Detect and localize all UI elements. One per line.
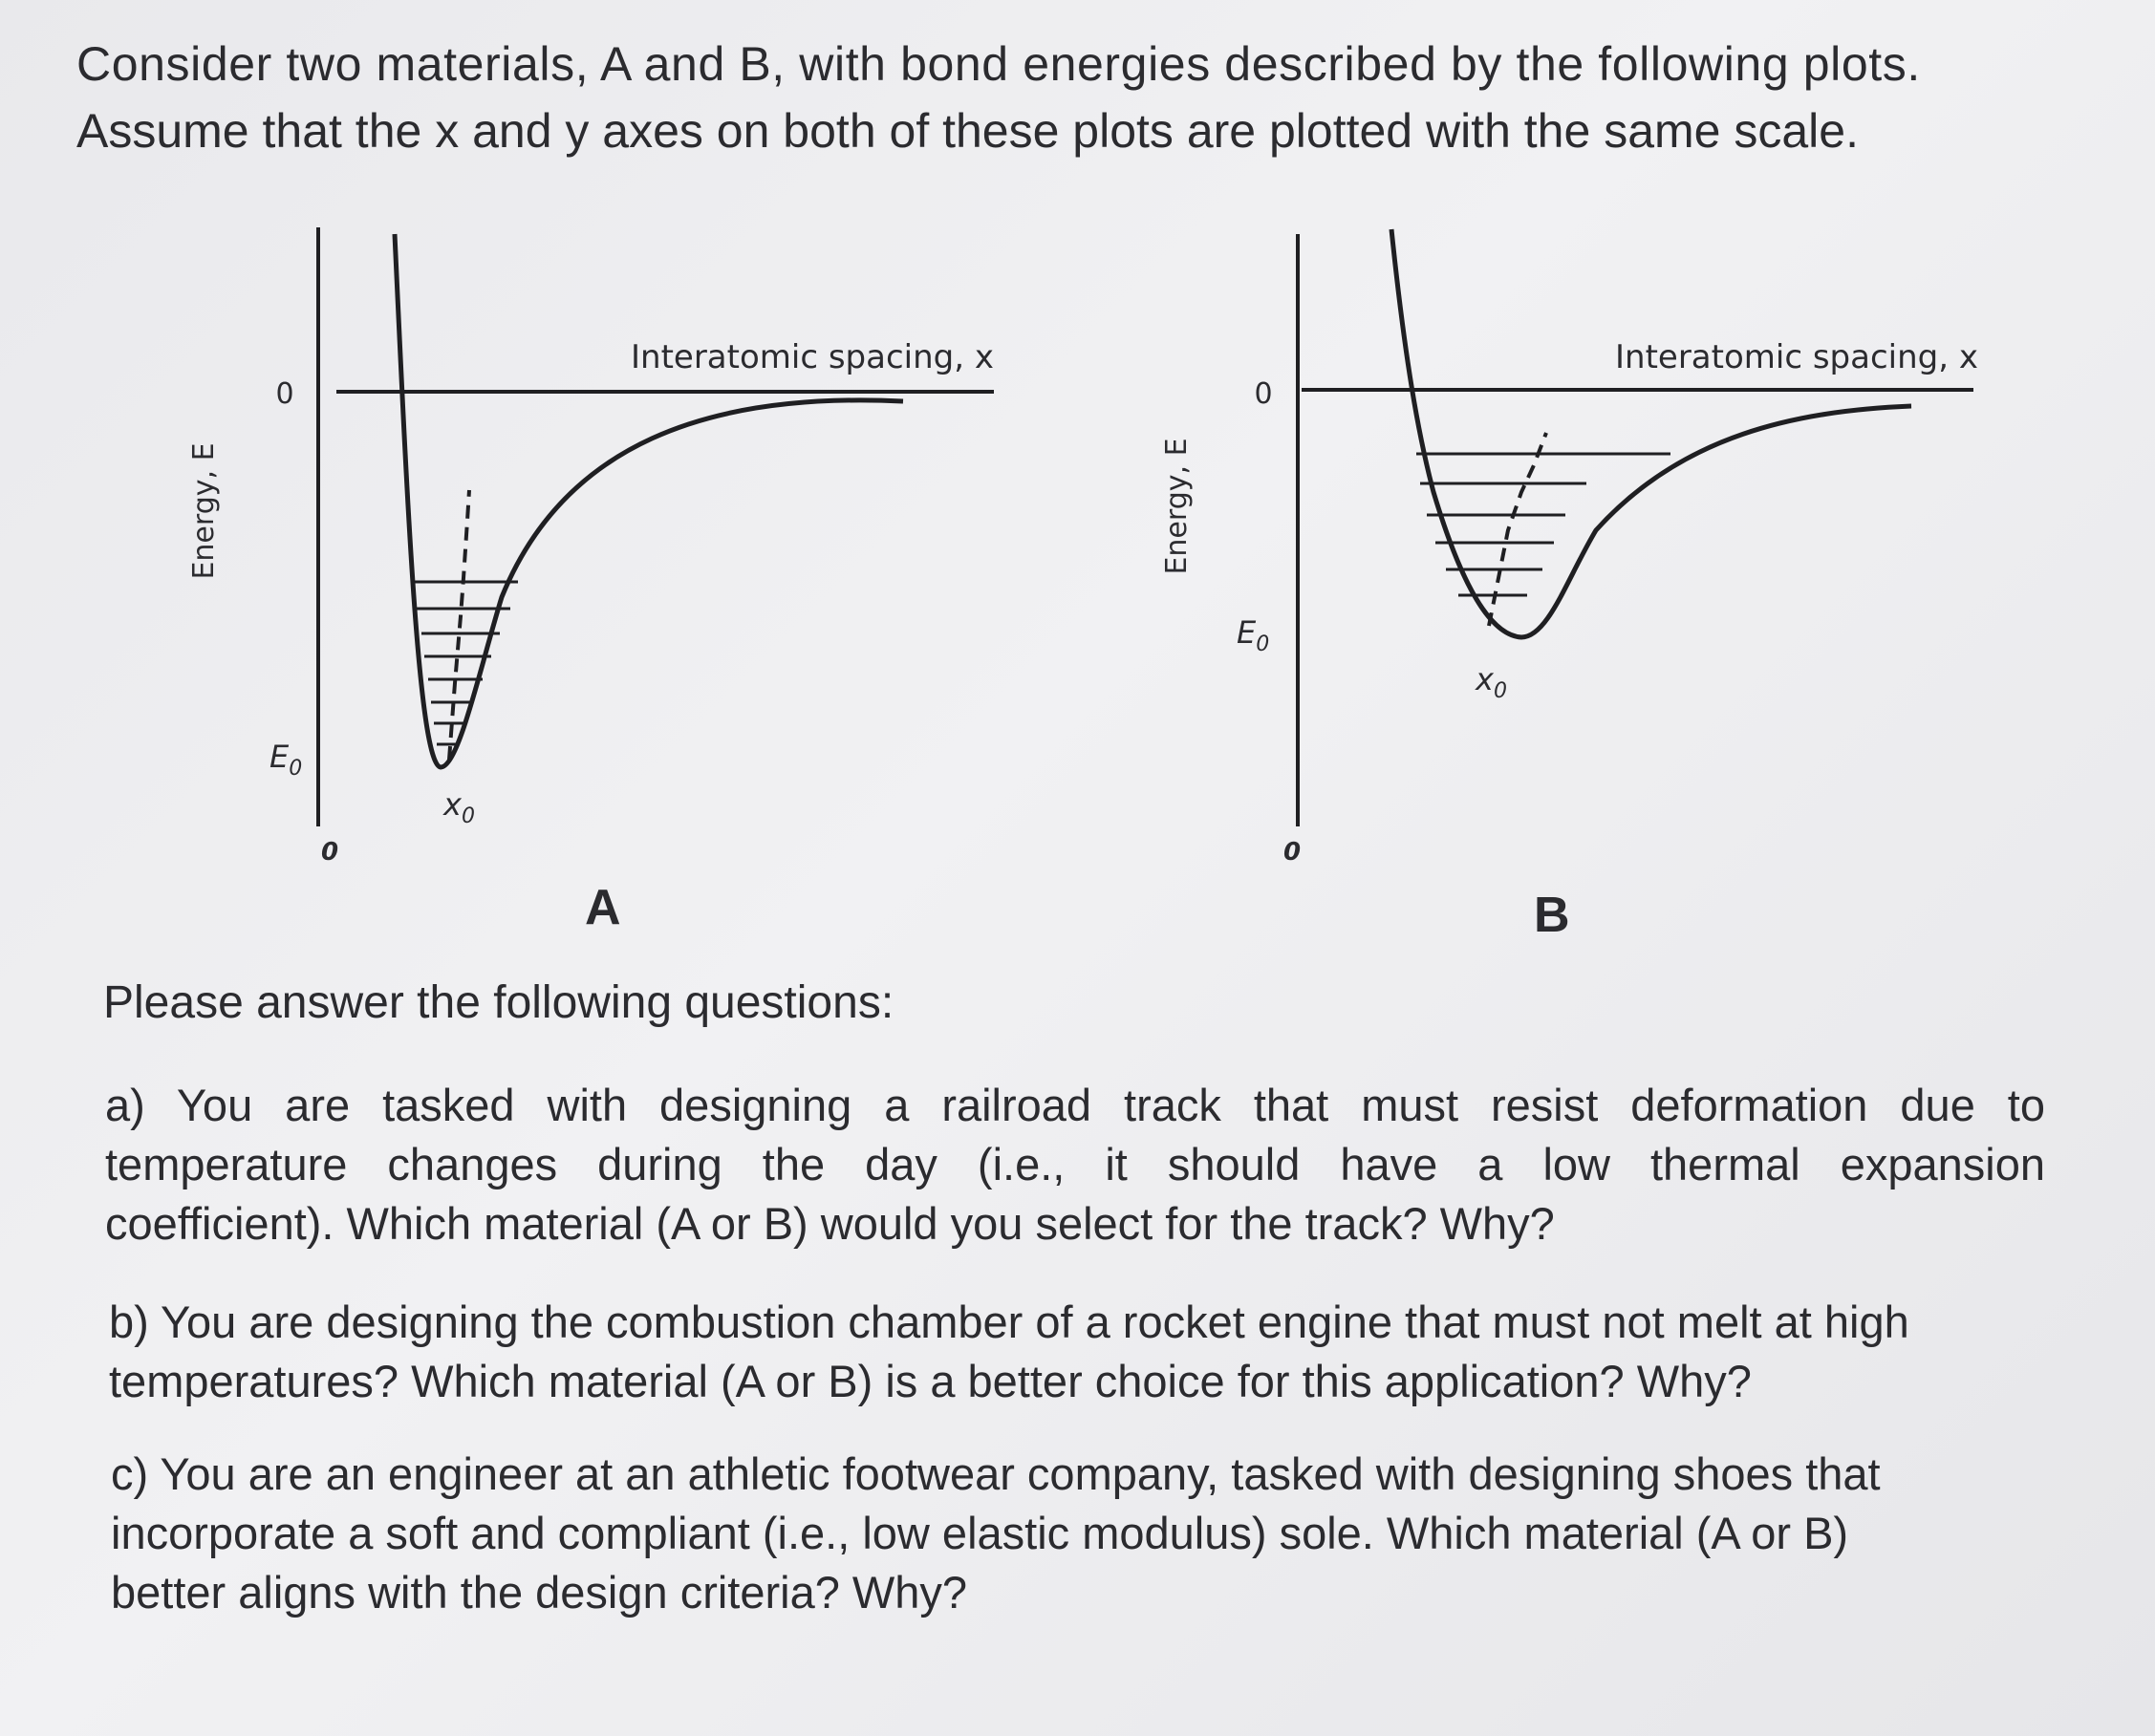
panel-label-b: B <box>1534 888 1570 943</box>
plot-b <box>1147 215 1997 884</box>
zero-label: 0 <box>1254 377 1273 411</box>
bond-energy-curve <box>1391 229 1911 637</box>
mean-position-line <box>1489 433 1546 626</box>
min-energy-label: $E_0$ <box>1237 614 1270 656</box>
questions-prompt: Please answer the following questions: <box>103 977 894 1028</box>
question-b-line-2: temperatures? Which material (A or B) is a better choice for this application? Why? <box>109 1356 1752 1406</box>
axis-end-mark: 0 <box>1282 838 1302 867</box>
question-c <box>111 1445 2051 1622</box>
plot-a <box>172 215 1013 884</box>
intro-line-1: Consider two materials, A and B, with bond energies described by the following plots. <box>76 37 1921 91</box>
equilibrium-spacing-label: $x_0$ <box>443 786 475 828</box>
plot-a-svg <box>172 215 1013 884</box>
panel-label-a: A <box>585 880 621 935</box>
intro-line-2: Assume that the x and y axes on both of these plots are plotted with the same scale. <box>76 104 1859 158</box>
x-axis-label: Interatomic spacing, x <box>631 338 994 376</box>
min-energy-label: $E_0$ <box>269 739 303 781</box>
question-b-line-1: b) You are designing the combustion chamber of a rocket engine that must not melt at high <box>109 1297 1909 1347</box>
question-a-line-3: coefficient). Which material (A or B) would you select for the track? Why? <box>105 1198 1555 1249</box>
intro-text <box>76 31 2102 164</box>
x-axis-label: Interatomic spacing, x <box>1615 338 1978 376</box>
equilibrium-spacing-label: $x_0$ <box>1476 661 1507 703</box>
plot-b-svg <box>1147 215 1997 884</box>
question-a <box>105 1076 2045 1254</box>
vibration-levels <box>1416 454 1670 595</box>
y-axis-label: Energy, E <box>187 442 221 580</box>
bond-energy-curve <box>395 234 903 767</box>
y-axis-label: Energy, E <box>1160 438 1194 575</box>
question-c-line-1: c) You are an engineer at an athletic footwear company, tasked with designing shoes that <box>111 1448 1881 1499</box>
axis-end-mark: 0 <box>320 838 339 867</box>
question-b <box>109 1293 2049 1411</box>
question-c-line-3: better aligns with the design criteria? Why? <box>111 1567 968 1618</box>
question-a-line-2: temperature changes during the day (i.e., it should have a low thermal expansion <box>105 1139 2045 1189</box>
zero-label: 0 <box>275 377 294 411</box>
question-c-line-2: incorporate a soft and compliant (i.e., low elastic modulus) sole. Which material (A or B) <box>111 1508 1849 1558</box>
question-a-line-1: a) You are tasked with designing a railroad track that must resist deformation due to <box>105 1080 2045 1130</box>
